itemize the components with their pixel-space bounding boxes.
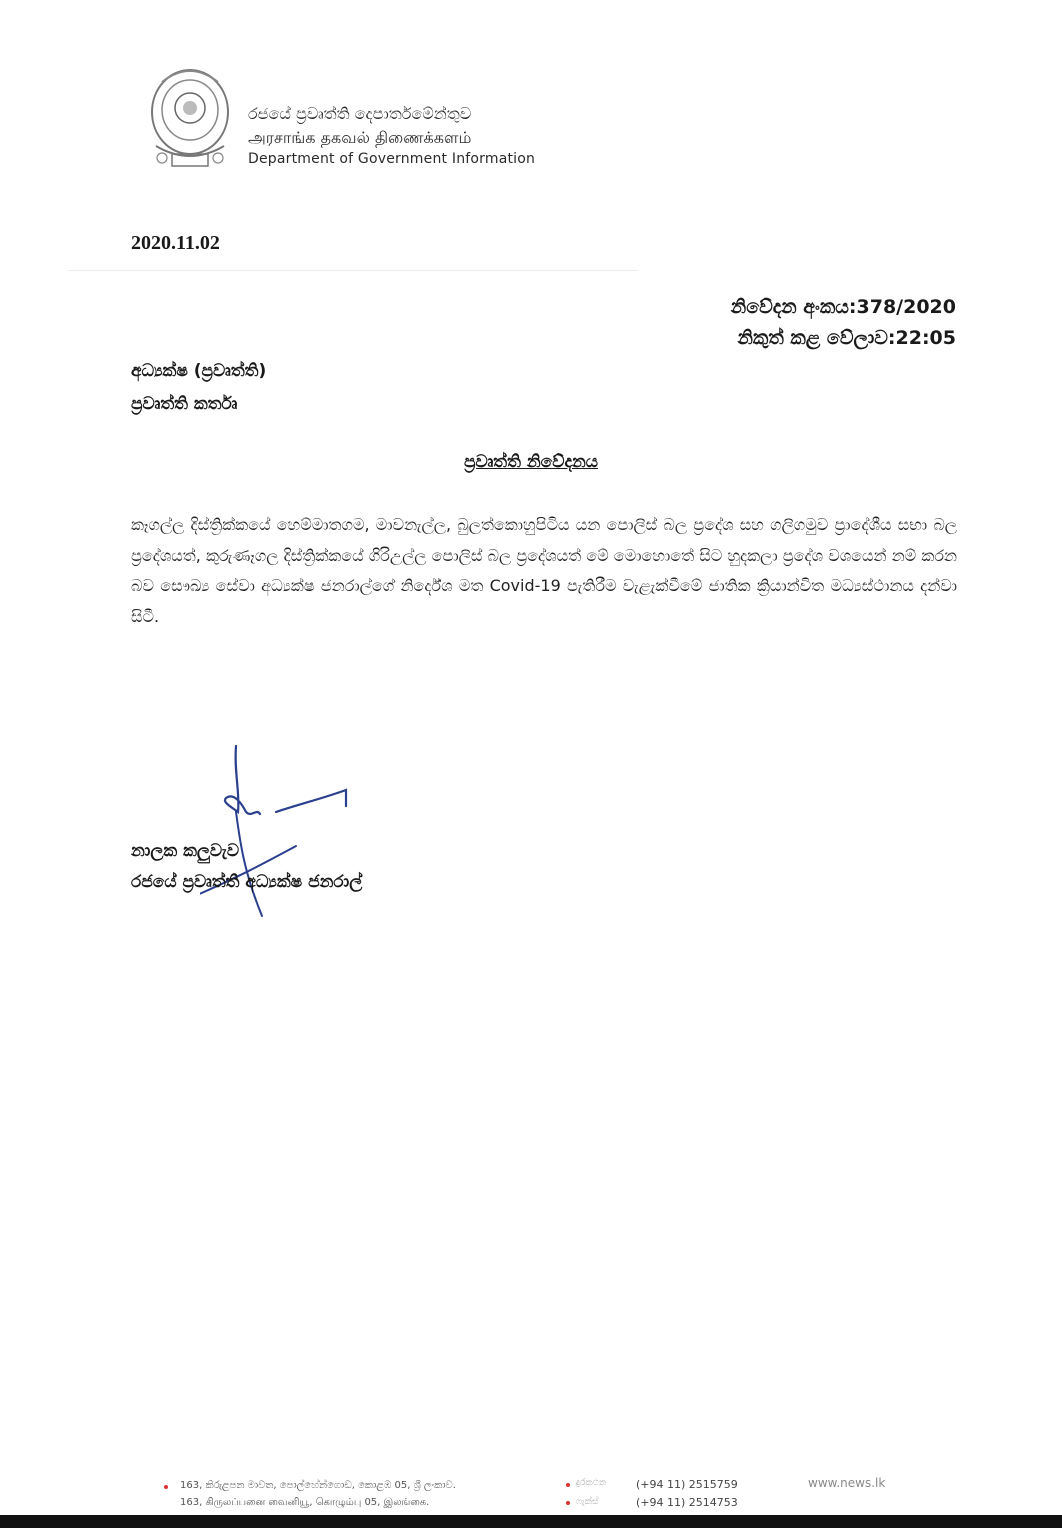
phone-label-1: දුරකථන (576, 1478, 607, 1488)
footer-bullet-icon (566, 1501, 570, 1505)
divider (68, 270, 638, 271)
website-link[interactable]: www.news.lk (808, 1476, 886, 1490)
footer-address-line-1: 163, කිරුළපන මාවත, පොල්හේන්ගොඩ, කොළඹ 05, ශ්‍රී ලංකාව. (180, 1480, 456, 1491)
addressee-line-1: අධ්‍යක්ෂ (ප්‍රවෘත්ති) (131, 361, 267, 381)
phone-label-2: ෆැක්ස් (576, 1497, 599, 1507)
signatory-title: රජයේ ප්‍රවෘත්ති අධ්‍යක්ෂ ජනරාල් (131, 872, 363, 892)
sri-lanka-emblem-icon (142, 62, 238, 174)
phone-number-2: (+94 11) 2514753 (636, 1496, 738, 1509)
release-time: නිකුත් කළ වේලාව:22:05 (737, 327, 956, 349)
release-date: 2020.11.02 (131, 232, 220, 254)
heading-text: ප්‍රවෘත්ති නිවේදනය (463, 452, 599, 472)
handwritten-signature (200, 742, 370, 922)
addressee-line-2: ප්‍රවෘත්ති කර්තෘ (131, 394, 238, 414)
release-number: නිවේදන අංකය:378/2020 (730, 296, 956, 318)
footer-bullet-icon (566, 1483, 570, 1487)
document-heading (0, 452, 1062, 472)
footer-address-line-2: 163, கிருலப்பனை வைனியூ, கொழும்பு 05, இலங்கை. (180, 1497, 430, 1508)
footer-bullet-icon (164, 1485, 168, 1489)
body-paragraph: කෑගල්ල දිස්ත්‍රික්කයේ හෙම්මාතගම, මාවනැල්ල, බුලත්කොහුපිටිය යන පොලිස් බල ප්‍රදේශ සහ ගලිගමුව ප්‍රාදේශීය සභා බල ප්‍රදේශයත්, කුරුණෑගල දිස්ත්‍රික්කයේ ගිරිඋල්ල පොලිස් බල ප්‍රදේශයත් මේ මොහොතේ සිට හුදකලා ප්‍රදේශ වශයෙන් නම් කරන බව සෞඛ්‍ය සේවා අධ්‍යක්ෂ ජනරාල්ගේ නිර්දේශ මත Covid-19 පැතිරීම වැළැක්වීමේ ජාතික ක්‍රියාන්විත මධ්‍යස්ථානය දන්වා සිටී. (131, 515, 957, 626)
signatory-name: නාලක කලුවැව (131, 841, 240, 861)
org-name-sinhala: රජයේ ප්‍රවෘත්ති දෙපාර්තමේන්තුව (248, 104, 472, 123)
org-name-tamil: அரசாங்க தகவல் திணைக்களம் (248, 128, 472, 147)
phone-number-1: (+94 11) 2515759 (636, 1478, 738, 1491)
bottom-edge-band (0, 1515, 1062, 1528)
org-name-english: Department of Government Information (248, 151, 536, 167)
